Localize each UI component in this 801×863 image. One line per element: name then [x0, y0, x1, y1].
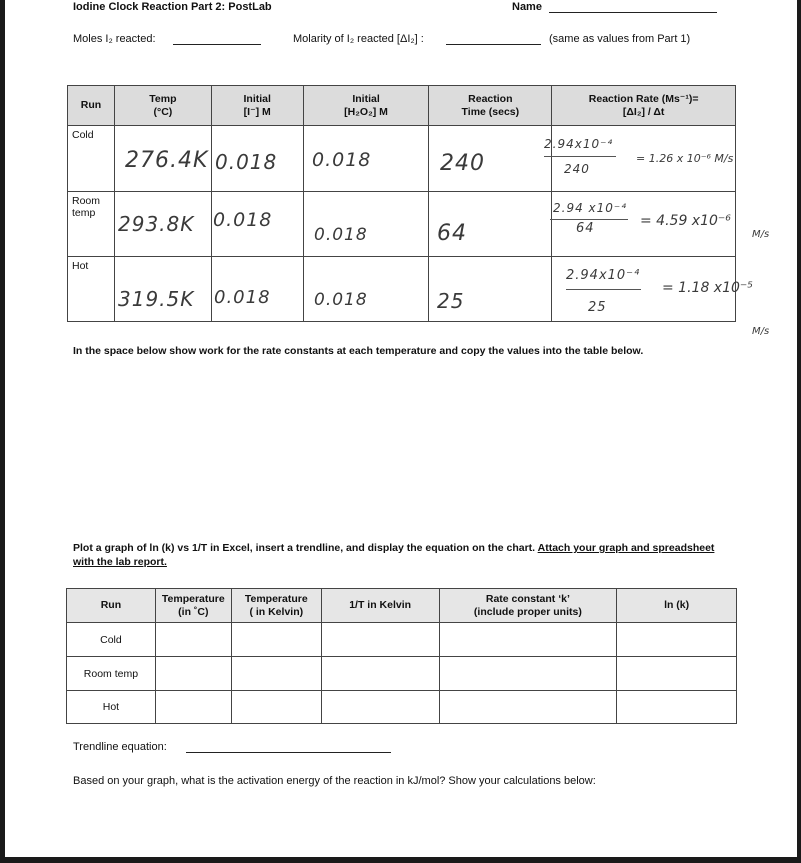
- handwritten-temp-hot: 319.5K: [118, 287, 195, 311]
- molarity-field-line[interactable]: [446, 44, 541, 45]
- run-cell: Cold: [68, 126, 115, 192]
- handwritten-rate-unit-hot: M/s: [752, 326, 770, 337]
- inverse-temperature-header: 1/T in Kelvin: [321, 589, 439, 623]
- name-field-line[interactable]: [549, 12, 717, 13]
- handwritten-temp-room: 293.8K: [118, 212, 195, 236]
- attach-graph-instruction: Attach your graph and spreadsheet with the lab report.: [73, 542, 715, 568]
- handwritten-rate-numerator-hot: 2.94x10⁻⁴: [566, 268, 641, 283]
- rate-constant-cell[interactable]: [439, 623, 617, 657]
- handwritten-rate-denominator-cold: 240: [564, 162, 590, 176]
- run-header: Run: [67, 589, 156, 623]
- temperature-celsius-cell[interactable]: [155, 623, 231, 657]
- inverse-temperature-cell[interactable]: [321, 691, 439, 724]
- temperature-celsius-cell[interactable]: [155, 657, 231, 691]
- table-row: [67, 623, 737, 657]
- run-cell: Room temp: [68, 192, 115, 257]
- peroxide-cell[interactable]: [303, 192, 429, 257]
- page-frame-left: [0, 0, 5, 863]
- run-cell: Hot: [67, 691, 156, 724]
- inverse-temperature-cell[interactable]: [321, 657, 439, 691]
- run-cell: Room temp: [67, 657, 156, 691]
- handwritten-rate-result-hot: = 1.18 x10⁻⁵: [662, 280, 753, 296]
- trendline-field-line[interactable]: [186, 752, 391, 753]
- handwritten-time-room: 64: [437, 221, 467, 246]
- ln-k-cell[interactable]: [617, 657, 737, 691]
- page-frame-bottom: [0, 857, 801, 863]
- run-header: Run: [68, 86, 115, 126]
- temperature-kelvin-cell[interactable]: [231, 691, 321, 724]
- peroxide-cell[interactable]: [303, 257, 429, 322]
- handwritten-rate-denominator-hot: 25: [588, 300, 607, 315]
- handwritten-rate-result-cold: = 1.26 x 10⁻⁶ M/s: [636, 152, 734, 165]
- name-label: Name: [512, 1, 542, 13]
- plot-instruction: [73, 541, 733, 569]
- temperature-kelvin-cell[interactable]: [231, 657, 321, 691]
- inverse-temperature-cell[interactable]: [321, 623, 439, 657]
- plot-instruction-main: Plot a graph of ln (k) vs 1/T in Excel, insert a trendline, and display the equation on the chart.: [73, 542, 538, 554]
- handwritten-rate-numerator-room: 2.94 x10⁻⁴: [553, 201, 628, 215]
- ln-k-header: ln (k): [617, 589, 737, 623]
- page-frame-right: [797, 0, 801, 863]
- run-cell: Cold: [67, 623, 156, 657]
- handwritten-time-hot: 25: [437, 289, 465, 313]
- handwritten-iodide-cold: 0.018: [215, 150, 278, 174]
- temperature-kelvin-header: Temperature ( in Kelvin): [231, 589, 321, 623]
- rate-constant-cell[interactable]: [439, 691, 617, 724]
- ln-k-cell[interactable]: [617, 623, 737, 657]
- handwritten-time-cold: 240: [440, 151, 485, 176]
- temperature-celsius-cell[interactable]: [155, 691, 231, 724]
- rate-constant-cell[interactable]: [439, 657, 617, 691]
- handwritten-iodide-hot: 0.018: [214, 287, 271, 308]
- run-cell: Hot: [68, 257, 115, 322]
- same-as-part1-note: (same as values from Part 1): [549, 33, 691, 45]
- table1-header-row: [68, 86, 736, 126]
- fraction-bar: [566, 289, 641, 290]
- handwritten-peroxide-cold: 0.018: [312, 149, 372, 171]
- handwritten-rate-result-room: = 4.59 x10⁻⁶: [640, 213, 731, 229]
- rate-constant-header: Rate constant ‘k’ (include proper units): [439, 589, 617, 623]
- handwritten-rate-numerator-cold: 2.94x10⁻⁴: [544, 137, 614, 151]
- reaction-rate-header: Reaction Rate (Ms⁻¹)= [ΔI₂] / Δt: [552, 86, 736, 126]
- temperature-celsius-header: Temperature (in ˚C): [155, 589, 231, 623]
- iodide-header: Initial [I⁻] M: [211, 86, 303, 126]
- table-row: [67, 657, 737, 691]
- fraction-bar: [550, 219, 628, 220]
- temp-header: Temp (°C): [114, 86, 211, 126]
- handwritten-rate-denominator-room: 64: [576, 221, 595, 236]
- handwritten-peroxide-hot: 0.018: [314, 290, 368, 310]
- table2-header-row: [67, 589, 737, 623]
- molarity-label: Molarity of I₂ reacted [ΔI₂] :: [293, 33, 424, 45]
- reaction-time-header: Reaction Time (secs): [429, 86, 552, 126]
- ln-k-cell[interactable]: [617, 691, 737, 724]
- activation-energy-question: Based on your graph, what is the activation energy of the reaction in kJ/mol? Show your calculations below:: [73, 775, 596, 787]
- handwritten-rate-unit-room: M/s: [752, 229, 770, 240]
- page-title: Iodine Clock Reaction Part 2: PostLab: [73, 1, 272, 13]
- moles-label: Moles I₂ reacted:: [73, 33, 156, 45]
- work-area[interactable]: [70, 365, 730, 535]
- handwritten-peroxide-room: 0.018: [314, 225, 368, 245]
- fraction-bar: [544, 156, 616, 157]
- peroxide-header: Initial [H₂O₂] M: [303, 86, 429, 126]
- table-row: [67, 691, 737, 724]
- rate-constant-table: [66, 588, 737, 724]
- temperature-kelvin-cell[interactable]: [231, 623, 321, 657]
- moles-field-line[interactable]: [173, 44, 261, 45]
- handwritten-iodide-room: 0.018: [213, 209, 273, 231]
- work-instruction: In the space below show work for the rate constants at each temperature and copy the values into the table below.: [73, 345, 644, 357]
- trendline-label: Trendline equation:: [73, 741, 167, 753]
- handwritten-temp-cold: 276.4K: [125, 148, 209, 173]
